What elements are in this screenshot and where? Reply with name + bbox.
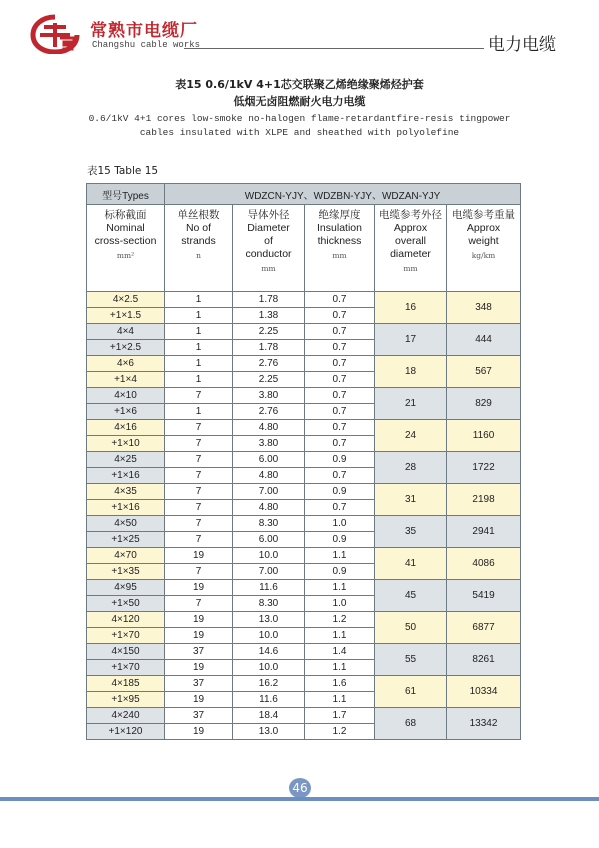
column-header-unit: mm	[261, 264, 276, 273]
table-row	[87, 548, 521, 564]
column-header-cn: 单丝根数	[177, 209, 220, 221]
column-header-en3: diameter	[390, 248, 431, 260]
strands-cell: 7	[165, 468, 233, 484]
overall-cell: 21	[375, 388, 447, 420]
section-cell: +1×16	[87, 500, 165, 516]
diameter-cell: 10.0	[233, 548, 305, 564]
section-cell: +1×1.5	[87, 308, 165, 324]
table-row	[87, 676, 521, 692]
column-header	[375, 205, 447, 292]
section-cell: 4×95	[87, 580, 165, 596]
section-cell: +1×2.5	[87, 340, 165, 356]
overall-cell: 31	[375, 484, 447, 516]
types-row	[87, 184, 521, 205]
diameter-cell: 2.25	[233, 324, 305, 340]
section-cell: 4×50	[87, 516, 165, 532]
diameter-cell: 1.78	[233, 340, 305, 356]
section-cell: 4×2.5	[87, 292, 165, 308]
section-cell: +1×35	[87, 564, 165, 580]
strands-cell: 19	[165, 692, 233, 708]
brand-name-en: Changshu cable works	[92, 40, 201, 50]
insulation-cell: 0.9	[305, 532, 375, 548]
insulation-cell: 0.7	[305, 356, 375, 372]
column-header-cn: 电缆参考外径	[379, 209, 442, 221]
weight-cell: 6877	[447, 612, 521, 644]
section-cell: +1×16	[87, 468, 165, 484]
overall-cell: 16	[375, 292, 447, 324]
header-divider	[184, 48, 484, 49]
strands-cell: 1	[165, 292, 233, 308]
insulation-cell: 0.7	[305, 468, 375, 484]
table-caption: 表15 Table 15	[87, 165, 159, 177]
insulation-cell: 1.1	[305, 660, 375, 676]
section-cell: 4×6	[87, 356, 165, 372]
strands-cell: 37	[165, 644, 233, 660]
section-cell: 4×120	[87, 612, 165, 628]
diameter-cell: 4.80	[233, 468, 305, 484]
section-cell: 4×10	[87, 388, 165, 404]
insulation-cell: 0.7	[305, 436, 375, 452]
strands-cell: 7	[165, 388, 233, 404]
column-header-unit: kg/km	[471, 251, 496, 260]
section-cell: +1×10	[87, 436, 165, 452]
column-header-en2: of	[264, 235, 273, 247]
insulation-cell: 0.7	[305, 372, 375, 388]
strands-cell: 19	[165, 580, 233, 596]
diameter-cell: 18.4	[233, 708, 305, 724]
column-header-unit: mm	[332, 251, 347, 260]
section-cell: +1×70	[87, 628, 165, 644]
insulation-cell: 1.1	[305, 692, 375, 708]
weight-cell: 2198	[447, 484, 521, 516]
column-header-cn: 导体外径	[247, 209, 290, 221]
section-cell: 4×35	[87, 484, 165, 500]
column-header	[447, 205, 521, 292]
diameter-cell: 3.80	[233, 436, 305, 452]
column-header	[87, 205, 165, 292]
table-row	[87, 420, 521, 436]
insulation-cell: 1.1	[305, 628, 375, 644]
weight-cell: 4086	[447, 548, 521, 580]
table-row	[87, 388, 521, 404]
insulation-cell: 0.7	[305, 500, 375, 516]
diameter-cell: 13.0	[233, 724, 305, 740]
column-header-en1: Approx	[393, 222, 428, 234]
section-cell: 4×25	[87, 452, 165, 468]
company-logo-icon	[30, 14, 80, 54]
insulation-cell: 0.7	[305, 324, 375, 340]
strands-cell: 19	[165, 724, 233, 740]
strands-cell: 7	[165, 596, 233, 612]
strands-cell: 1	[165, 404, 233, 420]
strands-cell: 19	[165, 628, 233, 644]
weight-cell: 1722	[447, 452, 521, 484]
column-header-en2: strands	[181, 235, 216, 247]
insulation-cell: 1.2	[305, 612, 375, 628]
weight-cell: 348	[447, 292, 521, 324]
section-title: 电力电缆	[488, 35, 556, 55]
section-cell: +1×6	[87, 404, 165, 420]
strands-cell: 7	[165, 516, 233, 532]
diameter-cell: 14.6	[233, 644, 305, 660]
insulation-cell: 0.9	[305, 452, 375, 468]
section-cell: 4×4	[87, 324, 165, 340]
strands-cell: 1	[165, 372, 233, 388]
overall-cell: 18	[375, 356, 447, 388]
section-cell: +1×95	[87, 692, 165, 708]
strands-cell: 19	[165, 660, 233, 676]
strands-cell: 19	[165, 548, 233, 564]
strands-cell: 7	[165, 500, 233, 516]
section-cell: +1×25	[87, 532, 165, 548]
title-cn-line2: 低烟无卤阻燃耐火电力电缆	[233, 95, 366, 108]
column-header-en1: Insulation	[317, 222, 362, 234]
column-header-cn: 电缆参考重量	[452, 209, 516, 221]
spec-table	[86, 183, 521, 740]
page-header	[0, 0, 599, 70]
weight-cell: 5419	[447, 580, 521, 612]
strands-cell: 7	[165, 452, 233, 468]
column-header-en2: weight	[468, 235, 499, 247]
weight-cell: 1160	[447, 420, 521, 452]
table-row	[87, 324, 521, 340]
weight-cell: 10334	[447, 676, 521, 708]
diameter-cell: 1.78	[233, 292, 305, 308]
insulation-cell: 0.9	[305, 564, 375, 580]
overall-cell: 17	[375, 324, 447, 356]
strands-cell: 7	[165, 484, 233, 500]
section-cell: 4×240	[87, 708, 165, 724]
types-value: WDZCN-YJY、WDZBN-YJY、WDZAN-YJY	[165, 184, 521, 205]
insulation-cell: 1.2	[305, 724, 375, 740]
strands-cell: 1	[165, 308, 233, 324]
diameter-cell: 6.00	[233, 452, 305, 468]
column-header-unit: mm²	[116, 251, 135, 260]
section-cell: +1×50	[87, 596, 165, 612]
strands-cell: 1	[165, 324, 233, 340]
diameter-cell: 8.30	[233, 516, 305, 532]
insulation-cell: 1.6	[305, 676, 375, 692]
overall-cell: 61	[375, 676, 447, 708]
strands-cell: 7	[165, 532, 233, 548]
overall-cell: 50	[375, 612, 447, 644]
diameter-cell: 8.30	[233, 596, 305, 612]
overall-cell: 68	[375, 708, 447, 740]
insulation-cell: 1.1	[305, 580, 375, 596]
diameter-cell: 2.76	[233, 404, 305, 420]
table-row	[87, 612, 521, 628]
insulation-cell: 1.0	[305, 516, 375, 532]
section-cell: +1×4	[87, 372, 165, 388]
insulation-cell: 0.7	[305, 388, 375, 404]
diameter-cell: 7.00	[233, 564, 305, 580]
column-header-en2: thickness	[317, 235, 362, 247]
weight-cell: 444	[447, 324, 521, 356]
overall-cell: 55	[375, 644, 447, 676]
diameter-cell: 10.0	[233, 660, 305, 676]
brand-name-cn: 常熟市电缆厂	[90, 21, 198, 41]
column-header-en1: Approx	[466, 222, 501, 234]
insulation-cell: 0.7	[305, 308, 375, 324]
column-header-en1: Diameter	[247, 222, 290, 234]
strands-cell: 7	[165, 420, 233, 436]
insulation-cell: 1.1	[305, 548, 375, 564]
section-cell: 4×16	[87, 420, 165, 436]
column-header-en3: conductor	[245, 248, 292, 260]
diameter-cell: 11.6	[233, 692, 305, 708]
table-row	[87, 452, 521, 468]
overall-cell: 24	[375, 420, 447, 452]
column-header-unit: mm	[403, 264, 418, 273]
diameter-cell: 4.80	[233, 500, 305, 516]
overall-cell: 45	[375, 580, 447, 612]
table-body	[87, 292, 521, 740]
diameter-cell: 2.25	[233, 372, 305, 388]
diameter-cell: 13.0	[233, 612, 305, 628]
diameter-cell: 16.2	[233, 676, 305, 692]
insulation-cell: 0.9	[305, 484, 375, 500]
strands-cell: 1	[165, 340, 233, 356]
insulation-cell: 1.7	[305, 708, 375, 724]
insulation-cell: 0.7	[305, 404, 375, 420]
strands-cell: 37	[165, 676, 233, 692]
weight-cell: 829	[447, 388, 521, 420]
table-row	[87, 484, 521, 500]
insulation-cell: 1.0	[305, 596, 375, 612]
diameter-cell: 1.38	[233, 308, 305, 324]
table-row	[87, 356, 521, 372]
column-header-row	[87, 205, 521, 292]
column-header-en2: cross-section	[94, 235, 157, 247]
strands-cell: 37	[165, 708, 233, 724]
title-en: 0.6/1kV 4+1 cores low-smoke no-halogen flame-retardantfire-resis tingpower cables insulated with XLPE and sheathed with polyolefine	[88, 113, 511, 138]
strands-cell: 7	[165, 436, 233, 452]
title-cn-line1: 表15 0.6/1kV 4+1芯交联聚乙烯绝缘聚烯烃护套	[175, 78, 424, 91]
column-header-unit: n	[196, 251, 201, 260]
overall-cell: 28	[375, 452, 447, 484]
column-header	[305, 205, 375, 292]
diameter-cell: 3.80	[233, 388, 305, 404]
overall-cell: 41	[375, 548, 447, 580]
section-cell: 4×185	[87, 676, 165, 692]
section-cell: +1×120	[87, 724, 165, 740]
weight-cell: 8261	[447, 644, 521, 676]
column-header-en2: overall	[395, 235, 426, 247]
strands-cell: 1	[165, 356, 233, 372]
column-header	[165, 205, 233, 292]
types-label: 型号Types	[87, 184, 165, 205]
footer-bar	[0, 797, 599, 801]
weight-cell: 2941	[447, 516, 521, 548]
column-header-en1: No of	[185, 222, 212, 234]
document-title	[0, 76, 599, 140]
column-header-en1: Nominal	[106, 222, 145, 234]
diameter-cell: 2.76	[233, 356, 305, 372]
section-cell: 4×150	[87, 644, 165, 660]
diameter-cell: 6.00	[233, 532, 305, 548]
column-header	[233, 205, 305, 292]
table-row	[87, 708, 521, 724]
strands-cell: 7	[165, 564, 233, 580]
diameter-cell: 7.00	[233, 484, 305, 500]
weight-cell: 13342	[447, 708, 521, 740]
insulation-cell: 0.7	[305, 420, 375, 436]
table-row	[87, 580, 521, 596]
column-header-cn: 标称截面	[104, 209, 147, 221]
insulation-cell: 1.4	[305, 644, 375, 660]
section-cell: +1×70	[87, 660, 165, 676]
diameter-cell: 4.80	[233, 420, 305, 436]
insulation-cell: 0.7	[305, 292, 375, 308]
column-header-cn: 绝缘厚度	[318, 209, 361, 221]
weight-cell: 567	[447, 356, 521, 388]
diameter-cell: 11.6	[233, 580, 305, 596]
insulation-cell: 0.7	[305, 340, 375, 356]
overall-cell: 35	[375, 516, 447, 548]
strands-cell: 19	[165, 612, 233, 628]
table-row	[87, 516, 521, 532]
table-row	[87, 292, 521, 308]
section-cell: 4×70	[87, 548, 165, 564]
diameter-cell: 10.0	[233, 628, 305, 644]
page-number: 46	[289, 778, 311, 798]
table-row	[87, 644, 521, 660]
